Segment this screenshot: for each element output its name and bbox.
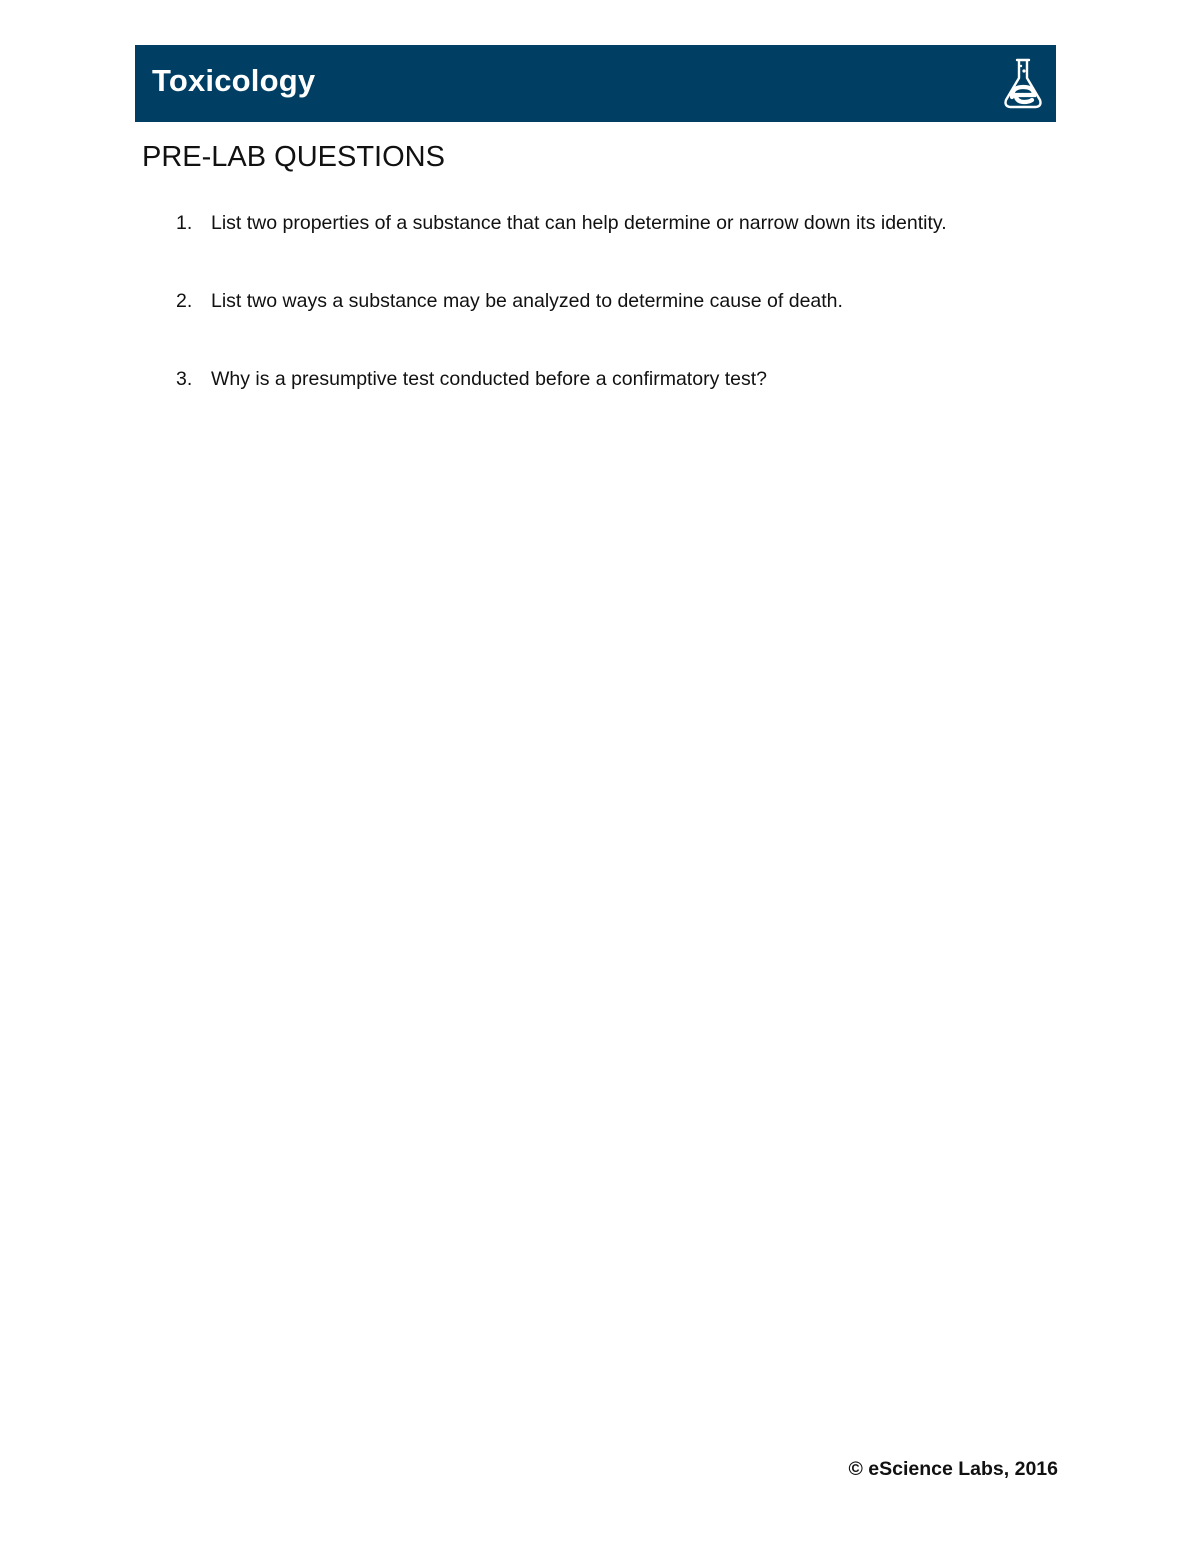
copyright-footer: © eScience Labs, 2016: [848, 1458, 1058, 1480]
header-bar: [135, 45, 1056, 122]
question-text: List two ways a substance may be analyzed to determine cause of death.: [211, 290, 843, 312]
question-text: List two properties of a substance that can help determine or narrow down its identity.: [211, 212, 947, 234]
question-item: [176, 368, 947, 446]
question-number: 3.: [176, 368, 193, 390]
header-title: Toxicology: [152, 63, 316, 98]
question-text: Why is a presumptive test conducted before a confirmatory test?: [211, 368, 768, 390]
question-number: 1.: [176, 212, 193, 234]
question-item: [176, 290, 947, 368]
question-number: 2.: [176, 290, 193, 312]
flask-logo-icon: [1000, 54, 1046, 112]
question-list: [176, 212, 947, 446]
section-title: PRE-LAB QUESTIONS: [142, 141, 445, 173]
question-item: [176, 212, 947, 290]
